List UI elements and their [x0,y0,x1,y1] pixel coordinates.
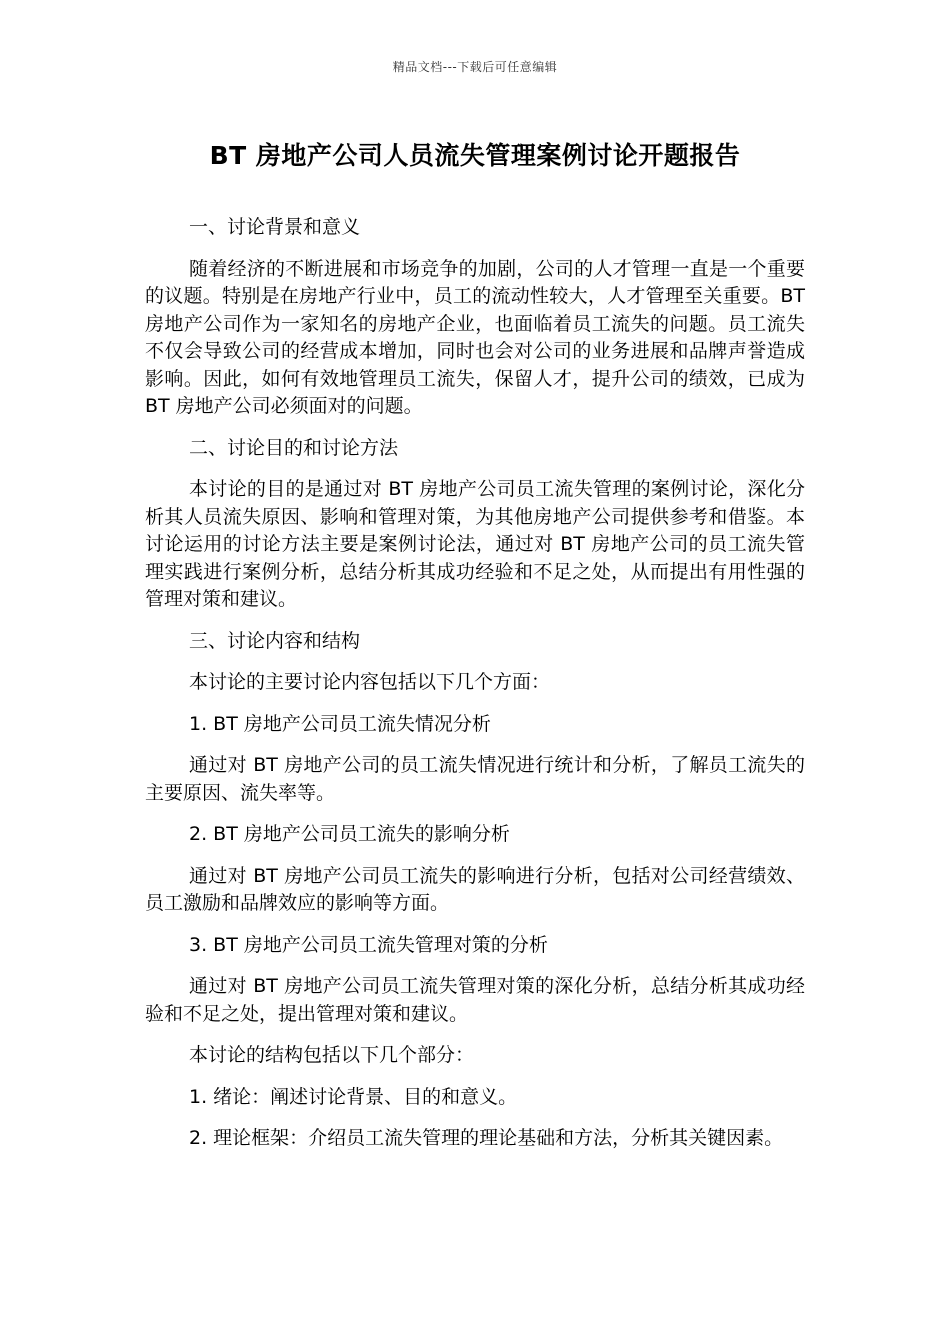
list-item-1-text: 通过对 BT 房地产公司的员工流失情况进行统计和分析，了解员工流失的主要原因、流失率等。 [145,754,805,804]
list-item-3-heading: 3. BT 房地产公司员工流失管理对策的分析 [189,933,548,956]
list-item-2-heading: 2. BT 房地产公司员工流失的影响分析 [189,823,510,845]
list-item-1-heading: 1. BT 房地产公司员工流失情况分析 [189,712,491,735]
list-item-3-text: 通过对 BT 房地产公司员工流失管理对策的深化分析，总结分析其成功经验和不足之处，提出管理对策和建议。 [145,975,805,1025]
document-body [145,214,805,1167]
paragraph-background: 随着经济的不断进展和市场竞争的加剧，公司的人才管理一直是一个重要的议题。特别是在房地产行业中，员工的流动性较大，人才管理至关重要。BT 房地产公司作为一家知名的房地产企业，也面临着员工流失的问题。员工流失不仅会导致公司的经营成本增加，同时也会对公司的业务进展和品牌声誉造成影响。因此，如何有效地管理员工流失，保留人才，提升公司的绩效，已成为 BT 房地产公司必须面对的问题。 [145,257,805,417]
section-heading-content: 三、讨论内容和结构 [189,629,361,652]
paragraph-structure-intro: 本讨论的结构包括以下几个部分： [189,1044,475,1066]
list-item-2-text: 通过对 BT 房地产公司员工流失的影响进行分析，包括对公司经营绩效、员工激励和品牌效应的影响等方面。 [145,864,805,914]
section-heading-purpose: 二、讨论目的和讨论方法 [189,436,399,459]
header-note: 精品文档---下载后可任意编辑 [392,60,558,74]
structure-item-1: 1. 绪论：阐述讨论背景、目的和意义。 [189,1085,518,1108]
document-title: BT 房地产公司人员流失管理案例讨论开题报告 [209,141,741,170]
section-heading-background: 一、讨论背景和意义 [189,216,361,238]
paragraph-purpose: 本讨论的目的是通过对 BT 房地产公司员工流失管理的案例讨论，深化分析其人员流失原因、影响和管理对策，为其他房地产公司提供参考和借鉴。本讨论运用的讨论方法主要是案例讨论法，通过对 BT 房地产公司的员工流失管理实践进行案例分析，总结分析其成功经验和不足之处，从而提出有用性强的管理对策和建议。 [145,478,805,610]
structure-item-2: 2. 理论框架：介绍员工流失管理的理论基础和方法，分析其关键因素。 [189,1127,784,1149]
paragraph-content-intro: 本讨论的主要讨论内容包括以下几个方面： [189,671,551,693]
